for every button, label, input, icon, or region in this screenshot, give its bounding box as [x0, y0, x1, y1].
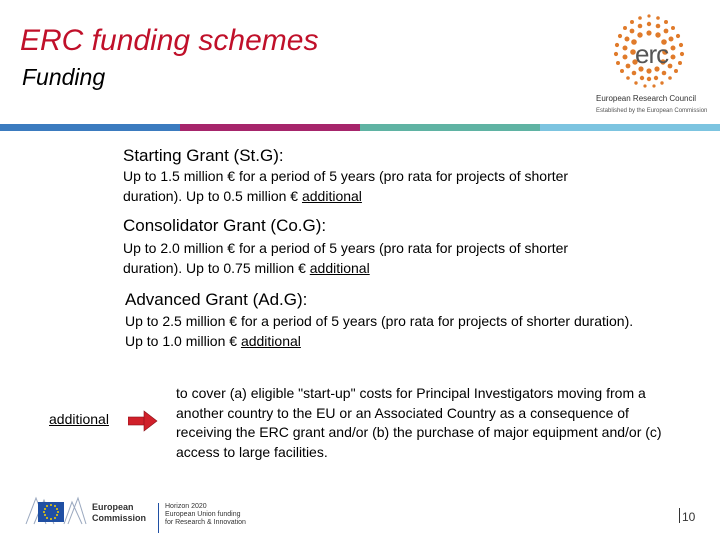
- advanced-grant-line1: Up to 2.5 million € for a period of 5 years (pro rata for projects of shorter duration).: [125, 313, 634, 329]
- page-number: 10: [682, 510, 696, 524]
- consolidator-grant-line2-text: duration). Up to 0.75 million €: [123, 260, 310, 276]
- erc-org-sub: Established by the European Commission: [596, 108, 708, 114]
- stripe-blue: [0, 124, 180, 131]
- ec-name: [92, 502, 146, 524]
- erc-mark: erc: [635, 39, 669, 69]
- starting-grant-additional-link[interactable]: additional: [301, 188, 362, 204]
- additional-description: to cover (a) eligible "start-up" costs for Principal Investigators moving from a another country to the EU or an Associated Country as a consequence of receiving the ERC grant and/or (b) the purchase of major equipment and/or (c) access to large facilities.: [176, 385, 662, 460]
- starting-grant-title: Starting Grant (St.G):: [123, 146, 284, 165]
- starting-grant-line2: [123, 186, 568, 206]
- horizon-2020-logo: [158, 503, 275, 533]
- additional-label: additional: [49, 411, 109, 427]
- consolidator-grant-title: Consolidator Grant (Co.G):: [123, 216, 327, 235]
- advanced-grant-line2-text: Up to 1.0 million €: [125, 333, 241, 349]
- page-title: ERC funding schemes: [20, 24, 319, 57]
- stripe-teal: [360, 124, 540, 131]
- page-subtitle: Funding: [22, 64, 106, 90]
- advanced-grant-additional-link[interactable]: additional: [240, 333, 301, 349]
- advanced-grant-desc: [125, 311, 633, 351]
- arrow-right-icon: [128, 410, 158, 432]
- ec-building-icon: [24, 494, 88, 528]
- h2020-line1: Horizon 2020: [165, 503, 207, 510]
- ec-line2: Commission: [92, 513, 147, 523]
- advanced-grant-title: Advanced Grant (Ad.G):: [125, 290, 308, 309]
- consolidator-grant-line2: [123, 258, 568, 278]
- h2020-line2: European Union funding: [165, 511, 241, 518]
- ec-line1: European: [92, 502, 134, 512]
- erc-logo: [592, 12, 708, 120]
- erc-org-name: European Research Council: [596, 94, 697, 103]
- starting-grant-desc: [123, 166, 568, 206]
- stripe-lightblue: [540, 124, 720, 131]
- stripe-magenta: [180, 124, 360, 131]
- consolidator-grant-line1: Up to 2.0 million € for a period of 5 years (pro rata for projects of shorter: [123, 240, 569, 256]
- starting-grant-line1: Up to 1.5 million € for a period of 5 years (pro rata for projects of shorter: [123, 168, 569, 184]
- h2020-line3: for Research & Innovation: [165, 519, 246, 526]
- consolidator-grant-desc: [123, 238, 568, 278]
- page-number-divider: [679, 508, 680, 523]
- advanced-grant-line2: [125, 331, 633, 351]
- header-stripe: [0, 124, 720, 131]
- european-commission-logo: [24, 494, 154, 528]
- consolidator-grant-additional-link[interactable]: additional: [309, 260, 370, 276]
- starting-grant-line2-text: duration). Up to 0.5 million €: [123, 188, 302, 204]
